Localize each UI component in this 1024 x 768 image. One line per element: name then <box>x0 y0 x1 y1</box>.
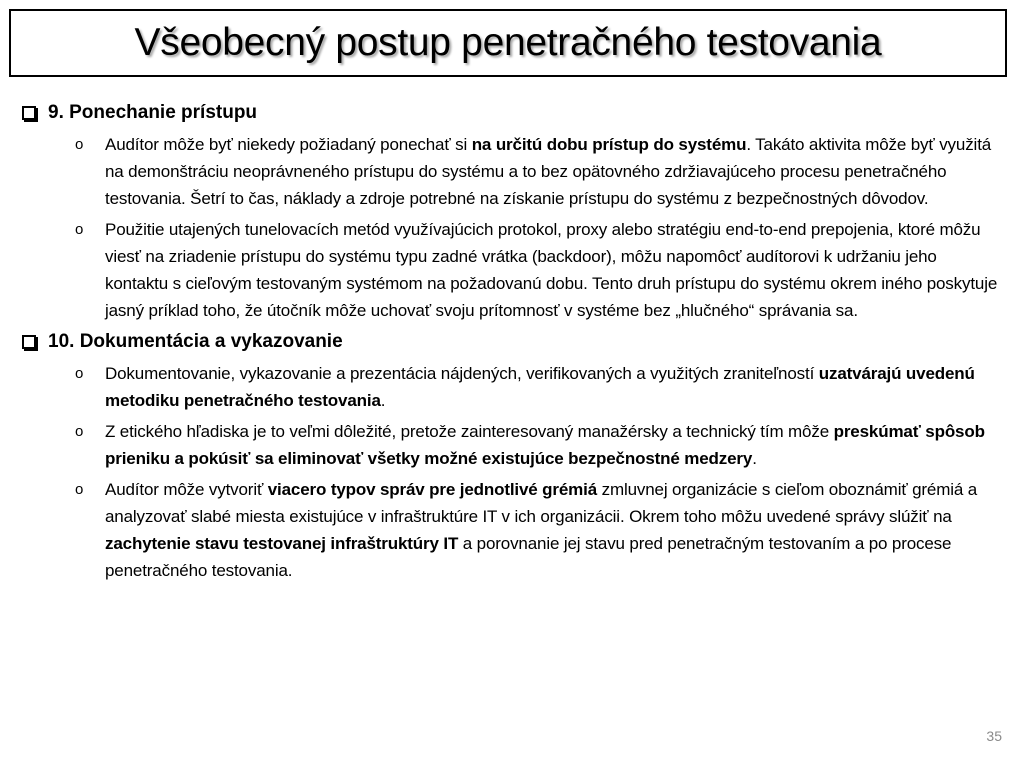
list-item <box>0 418 1024 472</box>
text-run: . <box>752 449 757 468</box>
circle-bullet-icon: o <box>75 423 84 440</box>
text-run: zmluvnej organizácie s cieľom oboznámiť grémiá a analyzovať slabé miesta existujúce v infraštruktúre IT v ich organizácii. Okrem toho môžu uvedené správy slúžiť na <box>105 480 978 526</box>
title-box <box>9 9 1007 77</box>
slide-content <box>0 99 1024 588</box>
slide-title: Všeobecný postup penetračného testovania <box>134 21 882 64</box>
section-heading-text: 10. Dokumentácia a vykazovanie <box>48 331 343 352</box>
item-text <box>105 216 1000 324</box>
text-run: . <box>380 391 386 410</box>
checkbox-bullet-icon <box>22 106 36 120</box>
bold-text-run: viacero typov správ pre jednotlivé grémiá <box>267 480 598 499</box>
circle-bullet-icon: o <box>75 481 84 498</box>
item-text <box>105 476 1000 584</box>
bold-text-run: zachytenie stavu testovanej infraštruktúry IT <box>105 534 459 553</box>
list-item <box>0 476 1024 584</box>
section-heading <box>22 328 1024 356</box>
page-number: 35 <box>986 728 1002 744</box>
circle-bullet-icon: o <box>75 221 84 238</box>
item-text <box>105 418 1000 472</box>
section-heading-text: 9. Ponechanie prístupu <box>48 102 258 123</box>
section-heading <box>22 99 1024 127</box>
item-text <box>105 360 1000 414</box>
bold-text-run: uzatvárajú uvedenú metodiku penetračného testovania <box>105 364 975 410</box>
text-run: a porovnanie jej stavu pred penetračným testovaním a po procese penetračného testovania. <box>105 534 952 580</box>
section-ponechanie-pristupu <box>0 99 1024 324</box>
circle-bullet-icon: o <box>75 365 84 382</box>
section-dokumentacia-vykazovanie <box>0 328 1024 584</box>
list-item <box>0 216 1024 324</box>
list-item <box>0 360 1024 414</box>
text-run: Audítor môže vytvoriť <box>105 480 268 499</box>
bold-text-run: preskúmať spôsob prieniku a pokúsiť sa eliminovať všetky možné existujúce bezpečnostné medzery <box>105 422 985 468</box>
item-text <box>105 131 1000 212</box>
checkbox-bullet-icon <box>22 335 36 349</box>
text-run: Dokumentovanie, vykazovanie a prezentácia nájdených, verifikovaných a využitých zraniteľností <box>105 364 819 383</box>
circle-bullet-icon: o <box>75 136 84 153</box>
text-run: Z etického hľadiska je to veľmi dôležité, pretože zainteresovaný manažérsky a technický tím môže <box>105 422 834 441</box>
text-run: Audítor môže byť niekedy požiadaný ponechať si <box>105 135 472 154</box>
list-item <box>0 131 1024 212</box>
bold-text-run: na určitú dobu prístup do systému <box>471 135 747 154</box>
text-run: . Takáto aktivita môže byť využitá na demonštráciu neoprávneného prístupu do systému a to bez opätovného zdržiavajúceho procesu penetračného testovania. Šetrí to čas, náklady a zdroje potrebné na získanie prístupu do systému z bezpečnostných dôvodov. <box>105 135 992 208</box>
text-run: Použitie utajených tunelovacích metód využívajúcich protokol, proxy alebo stratégiu end-to-end prepojenia, ktoré môžu viesť na zriadenie prístupu do systému typu zadné vrátka (backdoor), môžu napomôcť audítorovi k udržaniu jeho kontaktu s cieľovým testovaným systémom na požadovanú dobu. Tento druh prístupu do systému okrem iného poskytuje jasný príklad toho, že útočník môže uchovať svoju prítomnosť v systéme bez „hlučného“ správania sa. <box>105 220 998 320</box>
